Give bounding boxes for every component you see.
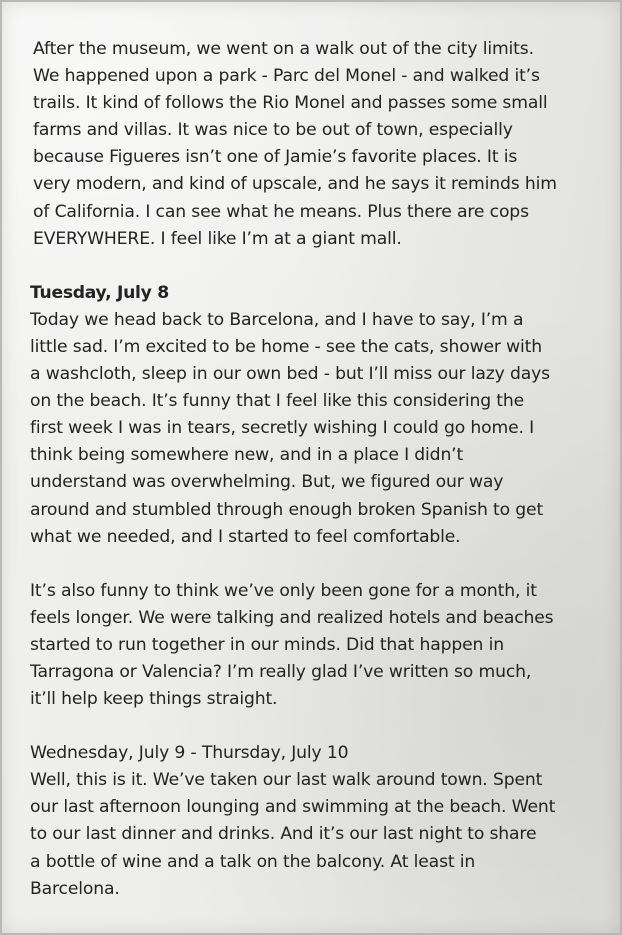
journal-text xyxy=(30,36,595,930)
text-line: think being somewhere new, and in a place I didn’t xyxy=(30,445,464,466)
text-line: farms and villas. It was nice to be out of town, especially xyxy=(33,120,513,141)
entry-wednesday-thursday xyxy=(30,740,595,903)
text-line: around and stumbled through enough broken Spanish to get xyxy=(30,499,544,520)
text-line: feels longer. We were talking and realized hotels and beaches xyxy=(30,607,554,628)
journal-page xyxy=(2,2,620,933)
entry-date-heading: Tuesday, July 8 xyxy=(30,282,169,303)
paragraph-gone-a-month xyxy=(30,578,595,713)
text-line: We happened upon a park - Parc del Monel - and walked it’s xyxy=(33,66,540,87)
text-line: started to run together in our minds. Did that happen in xyxy=(30,634,504,655)
text-line: what we needed, and I started to feel comfortable. xyxy=(30,526,461,547)
text-line: EVERYWHERE. I feel like I’m at a giant mall. xyxy=(33,228,402,249)
text-line: After the museum, we went on a walk out of the city limits. xyxy=(33,39,534,59)
text-line: a bottle of wine and a talk on the balcony. At least in xyxy=(30,851,476,872)
text-line: of California. I can see what he means. Plus there are cops xyxy=(33,201,529,222)
entry-tuesday-july-8 xyxy=(30,280,595,551)
text-line: first week I was in tears, secretly wishing I could go home. I xyxy=(30,418,535,439)
text-line: to our last dinner and drinks. And it’s our last night to share xyxy=(30,824,537,845)
text-line: little sad. I’m excited to be home - see the cats, shower with xyxy=(30,336,543,357)
text-line: Today we head back to Barcelona, and I have to say, I’m a xyxy=(30,309,524,330)
paragraph-museum-walk xyxy=(30,36,595,253)
text-line: very modern, and kind of upscale, and he says it reminds him xyxy=(33,174,557,195)
text-line: our last afternoon lounging and swimming at the beach. Went xyxy=(30,797,556,818)
text-line: Tarragona or Valencia? I’m really glad I’ve written so much, xyxy=(30,661,532,682)
text-line: because Figueres isn’t one of Jamie’s favorite places. It is xyxy=(33,147,518,168)
text-line: trails. It kind of follows the Rio Monel and passes some small xyxy=(33,93,548,114)
text-line: It’s also funny to think we’ve only been gone for a month, it xyxy=(30,580,537,601)
entry-date-heading: Wednesday, July 9 - Thursday, July 10 xyxy=(30,743,349,764)
text-line: Barcelona. xyxy=(30,878,120,899)
text-line: Well, this is it. We’ve taken our last walk around town. Spent xyxy=(30,770,543,791)
text-line: a washcloth, sleep in our own bed - but I’ll miss our lazy days xyxy=(30,364,550,385)
text-line: it’ll help keep things straight. xyxy=(30,689,278,710)
text-line: on the beach. It’s funny that I feel like this considering the xyxy=(30,391,525,412)
text-line: understand was overwhelming. But, we figured our way xyxy=(30,472,504,493)
